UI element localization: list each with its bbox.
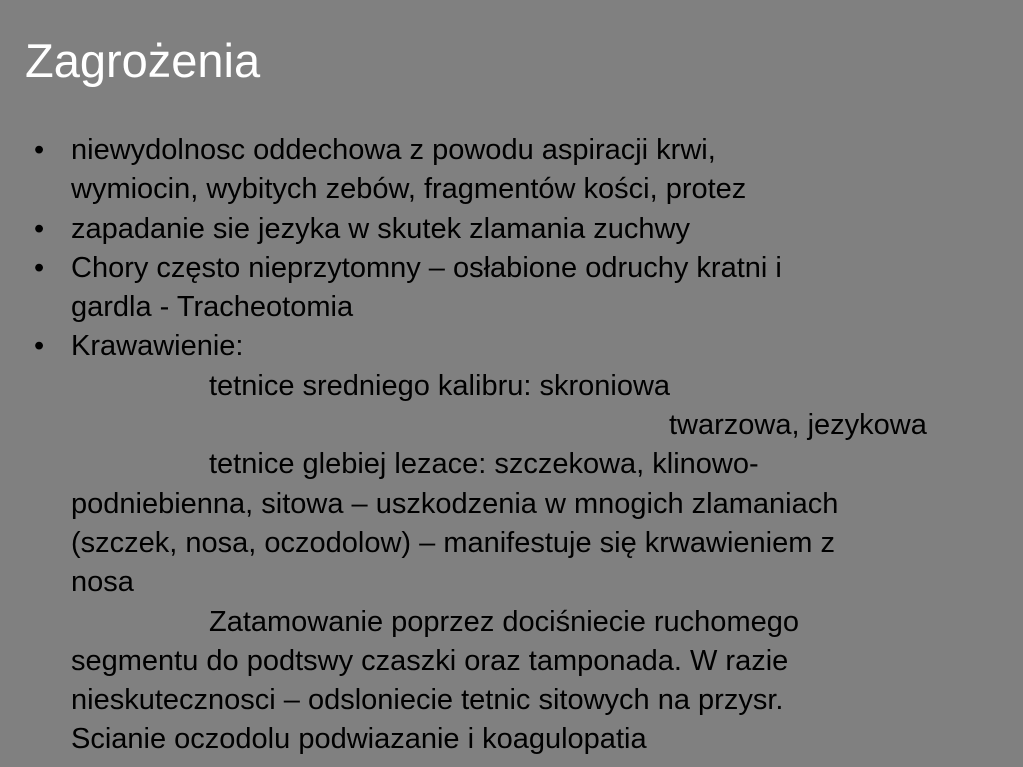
bullet-marker: • bbox=[34, 330, 45, 363]
body-line-wrap bbox=[0, 288, 1023, 327]
bullet-item-unconscious-patient bbox=[0, 249, 1023, 288]
body-line: nosa bbox=[71, 566, 134, 599]
bullet-marker: • bbox=[34, 251, 45, 284]
body-line-wrap bbox=[0, 524, 1023, 563]
bullet-marker: • bbox=[34, 212, 45, 245]
bullet-item-bleeding bbox=[0, 327, 1023, 366]
body-line: niewydolnosc oddechowa z powodu aspiracji krwi, bbox=[71, 134, 716, 166]
body-line: Zatamowanie poprzez dociśniecie ruchomego bbox=[209, 605, 799, 638]
bullet-item-tongue-collapse bbox=[0, 210, 1023, 249]
body-line: Scianie oczodolu podwiazanie i koagulopatia bbox=[71, 723, 647, 756]
slide-title: Zagrożenia bbox=[25, 34, 261, 87]
body-line: tetnice sredniego kalibru: skroniowa bbox=[209, 369, 671, 402]
body-line: segmentu do podtswy czaszki oraz tamponada. W razie bbox=[71, 644, 789, 677]
body-line-wrap bbox=[0, 642, 1023, 681]
body-line-far-indented bbox=[0, 406, 1023, 445]
body-line-wrap bbox=[0, 563, 1023, 602]
body-line-indented bbox=[0, 445, 1023, 484]
body-line: podniebienna, sitowa – uszkodzenia w mnogich zlamaniach bbox=[71, 487, 839, 520]
bullet-item-respiratory-failure bbox=[0, 131, 1023, 170]
body-line: zapadanie sie jezyka w skutek zlamania zuchwy bbox=[71, 212, 690, 245]
body-line-indented bbox=[0, 367, 1023, 406]
bullet-marker: • bbox=[34, 134, 45, 166]
body-line: Krawawienie: bbox=[71, 330, 244, 363]
body-line: twarzowa, jezykowa bbox=[669, 409, 927, 442]
body-line: nieskutecznosci – odsloniecie tetnic sitowych na przysr. bbox=[71, 684, 784, 717]
body-line: (szczek, nosa, oczodolow) – manifestuje się krwawieniem z bbox=[71, 526, 835, 559]
body-line-wrap bbox=[0, 485, 1023, 524]
body-line: tetnice glebiej lezace: szczekowa, klinowo- bbox=[209, 448, 759, 481]
body-line: Chory często nieprzytomny – osłabione odruchy kratni i bbox=[71, 251, 782, 284]
slide-body bbox=[0, 131, 1023, 760]
body-line-wrap bbox=[0, 720, 1023, 759]
body-line-indented bbox=[0, 603, 1023, 642]
body-line: wymiocin, wybitych zebów, fragmentów kości, protez bbox=[71, 173, 747, 206]
body-line-wrap bbox=[0, 170, 1023, 209]
body-line: gardla - Tracheotomia bbox=[71, 291, 354, 324]
body-line-wrap bbox=[0, 681, 1023, 720]
